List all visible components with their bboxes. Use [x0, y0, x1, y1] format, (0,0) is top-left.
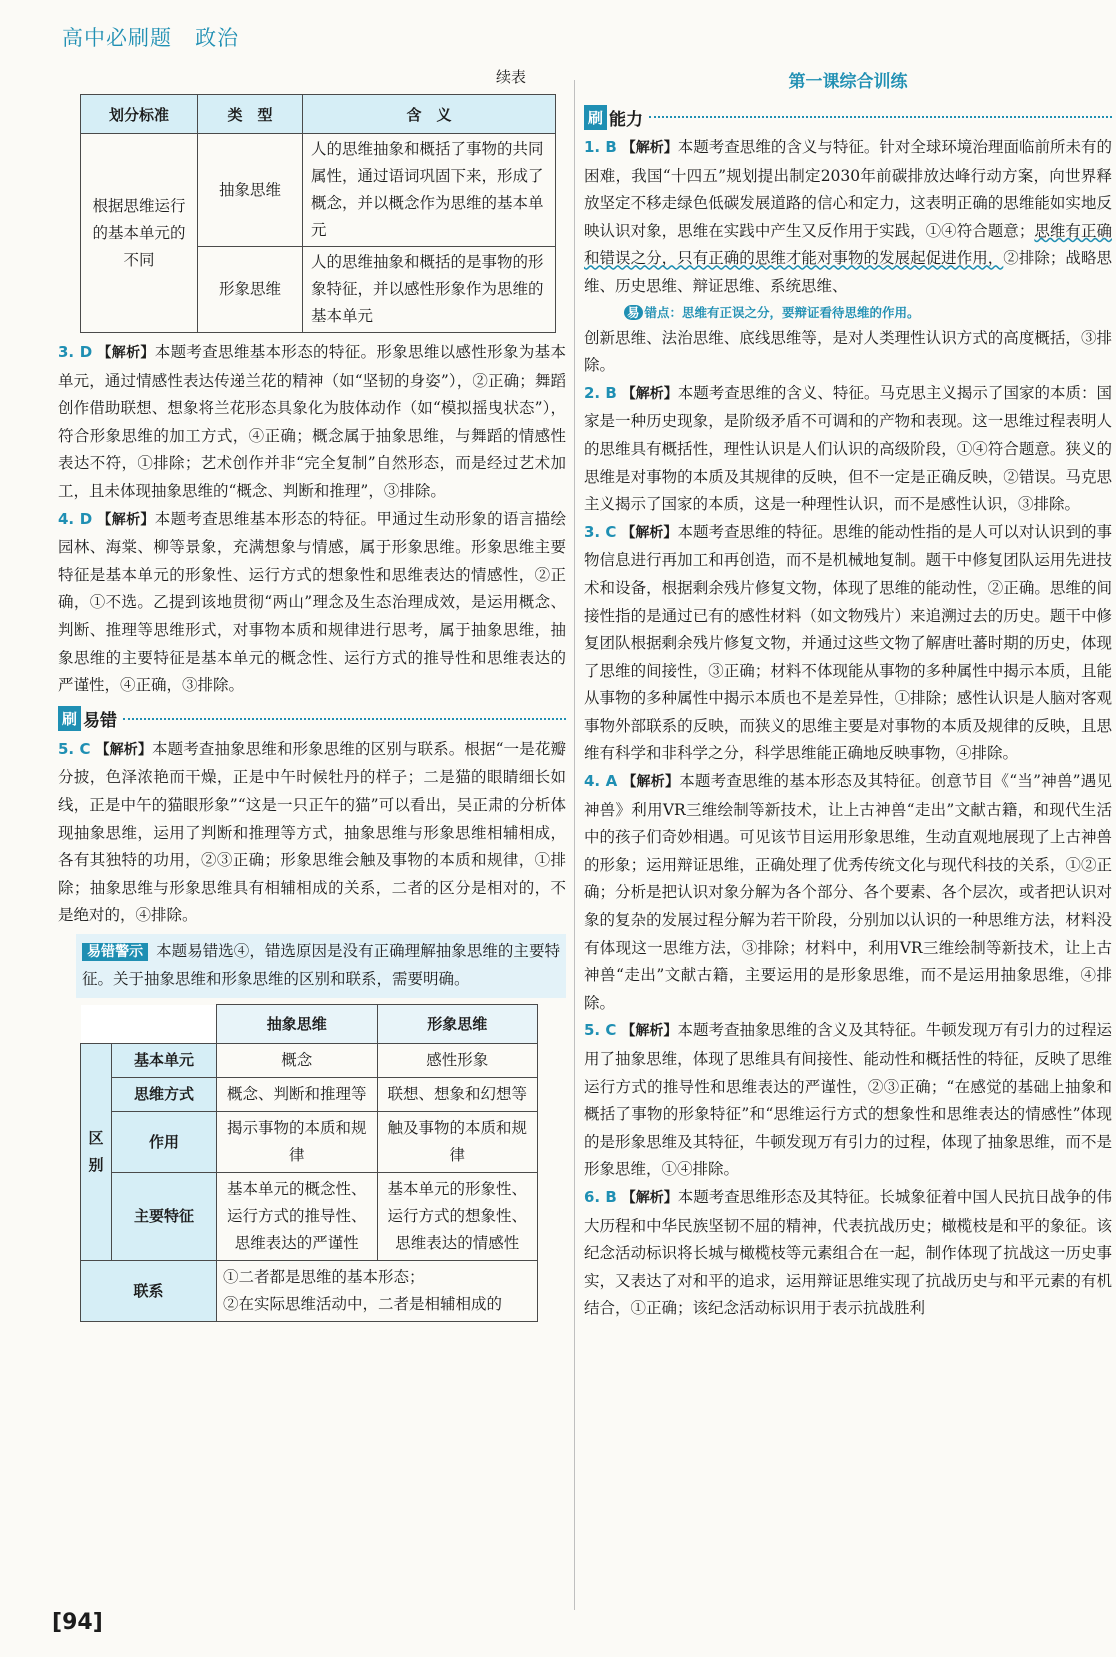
lesson-title: 第一课综合训练 — [788, 72, 908, 92]
answer-text-highlighted: 思维有正确和错误之分，只有正确的思维才能对事物的发展起促进作用， — [584, 221, 1112, 268]
answer-q1-cont — [584, 325, 1112, 380]
answer-q3 — [58, 339, 566, 506]
analysis-tag: 【解析】 — [621, 524, 678, 541]
analysis-tag: 【解析】 — [621, 140, 678, 156]
table-cell-type: 形象思维 — [198, 247, 303, 333]
answer-q4 — [58, 506, 566, 700]
answer-q1 — [584, 134, 1112, 301]
column-divider — [574, 80, 575, 1610]
answer-text: 本题考查思维基本形态的特征。甲通过生动形象的语言描绘园林、海棠、柳等景象，充满想象与情感，属于形象思维。形象思维主要特征是基本单元的形象性、运行方式的想象性和思维表达的情感性，②正确，①不选。乙提到该地贯彻“两山”理念及生态治理成效，是运用概念、判断、推理等思维形式，对事物本质和规律进行思考，属于抽象思维，抽象思维的主要特征是基本单元的概念性、运行方式的推导性和思维表达的严谨性，④正确，③排除。 — [58, 509, 566, 695]
note-text: 错点：思维有正误之分，要辩证看待思维的作用。 — [644, 304, 920, 320]
analysis-tag: 【解析】 — [97, 511, 155, 528]
question-number: 5. C — [584, 1021, 617, 1040]
row-label: 基本单元 — [112, 1044, 217, 1078]
question-number: 3. C — [584, 522, 617, 541]
page-number: [94] — [52, 1610, 103, 1635]
answer-text: 本题考查思维的特征。思维的能动性指的是人可以对认识到的事物信息进行再加工和再创造，而不是机械地复制。题干中修复团队运用先进技术和设备，根据剩余残片修复文物，体现了思维的能动性，②正确。思维的间接性指的是通过已有的感性材料（如文物残片）来追溯过去的历史。题干中修复团队根据剩余残片修复文物，并通过这些文物了解唐吐蕃时期的历史，体现了思维的间接性，③正确；材料不体现能从事物的多种属性中揭示本质，且能从事物的多种属性中揭示本质也不是差异性，①排除；感性认识是人脑对客观事物外部联系的反映，而狭义的思维主要是对事物的本质及规律的反映，且思维有科学和非科学之分，科学思维能正确地反映事物，④排除。 — [584, 522, 1112, 763]
answer-text: ②排除；战略思维、历史思维、辩证思维、系统思维、 — [584, 249, 1112, 295]
right-column — [584, 66, 1112, 1323]
warning-badge: 易错警示 — [82, 943, 148, 961]
table-cell: 概念 — [217, 1044, 378, 1078]
subject-title: 政治 — [195, 26, 240, 50]
page-number-value: 94 — [62, 1610, 93, 1635]
table-cell: 揭示事物的本质和规律 — [217, 1112, 378, 1173]
table-cell: 基本单元的形象性、运行方式的想象性、思维表达的情感性 — [377, 1173, 538, 1261]
answer-text: 本题考查抽象思维和形象思维的区别与联系。根据“一是花瓣分披，色泽浓艳而干燥，正是中午时候牡丹的样子；二是猫的眼睛细长如线，正是中午的猫眼形象”“这是一只正午的猫”可以看出，吴正肃的分析体现抽象思维，运用了判断和推理等方式，抽象思维与形象思维相辅相成，各有其独特的功用，②③正确；形象思维会触及事物的本质和规律，①排除；抽象思维与形象思维具有相辅相成的关系，二者的区分是相对的，不是绝对的，④排除。 — [58, 739, 566, 925]
analysis-tag: 【解析】 — [621, 1189, 678, 1206]
table-header: 类 型 — [198, 95, 303, 134]
table-cell: 概念、判断和推理等 — [217, 1078, 378, 1112]
answer-text: 本题考查思维基本形态的特征。形象思维以感性形象为基本单元，通过情感性表达传递兰花的精神（如“坚韧的身姿”），②正确；舞蹈创作借助联想、想象将兰花形态具象化为肢体动作（如“模拟摇曳状态”），符合形象思维的加工方式，④正确；概念属于抽象思维，与舞蹈的情感性表达不符，①排除；艺术创作并非“完全复制”自然形态，而是经过艺术加工，且未体现抽象思维的“概念、判断和推理”，③排除。 — [58, 343, 566, 500]
row-label: 联系 — [81, 1261, 217, 1322]
table-cell-type: 抽象思维 — [198, 134, 303, 247]
section-label: 易错 — [83, 711, 118, 732]
warning-text: 本题易错选④，错选原因是没有正确理解抽象思维的主要特征。关于抽象思维和形象思维的区别和联系，需要明确。 — [82, 941, 560, 989]
row-label: 主要特征 — [112, 1173, 217, 1261]
question-number: 2. B — [584, 383, 617, 402]
question-number: 5. C — [58, 739, 91, 758]
answer-text: 本题考查抽象思维的含义及其特征。牛顿发现万有引力的过程运用了抽象思维，体现了思维具有间接性、能动性和概括性的特征，反映了思维运行方式的推导性和思维表达的严谨性，②③正确；“在感觉的基础上抽象和概括了事物的形象特征”和“思维运行方式的想象性和思维表达的情感性”体现的是形象思维及其特征，牛顿发现万有引力的过程，体现了抽象思维，而不是形象思维，①④排除。 — [584, 1021, 1112, 1179]
comparison-table — [80, 1004, 538, 1322]
table-header: 划分标准 — [81, 95, 198, 134]
analysis-tag: 【解析】 — [621, 1023, 678, 1040]
answer-q2 — [584, 380, 1112, 519]
question-number: 6. B — [584, 1187, 617, 1206]
analysis-tag: 【解析】 — [622, 774, 680, 791]
answer-q4 — [584, 768, 1112, 1017]
page-header — [62, 22, 1062, 58]
answer-text: 本题考查思维形态及其特征。长城象征着中国人民抗日战争的伟大历程和中华民族坚韧不屈的精神，代表抗战历史；橄榄枝是和平的象征。该纪念活动标识将长城与橄榄枝等元素组合在一起，制作体现了抗战这一历史事实，又表达了对和平的追求，运用辩证思维实现了抗战历史与和平元素的有机结合，①正确；该纪念活动标识用于表示抗战胜利 — [584, 1187, 1112, 1318]
section-badge: 刷 — [584, 105, 607, 130]
table-corner — [81, 1005, 217, 1044]
answer-text: 本题考查思维的含义与特征。针对全球环境治理面临前所未有的困难，我国“十四五”规划提出制定2030年前碳排放达峰行动方案，向世界释放坚定不移走绿色低碳发展道路的信心和定力，这表明正确的思维能如实地反映认识对象，思维在实践中产生又反作用于实践，①④符合题意； — [584, 138, 1112, 240]
dotted-rule — [123, 718, 566, 720]
table-header: 含 义 — [303, 95, 556, 134]
answer-text: 创新思维、法治思维、底线思维等，是对人类理性认识方式的高度概括，③排除。 — [584, 328, 1112, 375]
table-group-label: 区别 — [81, 1044, 112, 1261]
answer-q3 — [584, 519, 1112, 768]
row-label: 作用 — [112, 1112, 217, 1173]
error-warning-box — [76, 934, 566, 998]
section-label: 能力 — [609, 109, 644, 130]
question-number: 4. D — [58, 509, 93, 528]
book-title: 高中必刷题 — [62, 26, 172, 50]
table-cell: 联想、想象和幻想等 — [377, 1078, 538, 1112]
analysis-tag: 【解析】 — [95, 741, 152, 758]
table-cell: 触及事物的本质和规律 — [377, 1112, 538, 1173]
note-badge: 易 — [624, 305, 643, 320]
analysis-tag: 【解析】 — [621, 385, 678, 402]
link-line: ②在实际思维活动中，二者是相辅相成的 — [223, 1295, 503, 1314]
answer-text: 本题考查思维的含义、特征。马克思主义揭示了国家的本质：国家是一种历史现象，是阶级矛盾不可调和的产物和表现。这一思维过程表明人的思维具有概括性，理性认识是人们认识的高级阶段，①④符合题意。狭义的思维是对事物的本质及其规律的反映，但不一定是正确反映，②错误。马克思主义揭示了国家的本质，这是一种理性认识，而不是感性认识，③排除。 — [584, 383, 1112, 514]
table-cell-meaning: 人的思维抽象和概括了事物的共同属性，通过语词巩固下来，形成了概念，并以概念作为思维的基本单元 — [303, 134, 556, 247]
answer-text: 本题考查思维的基本形态及其特征。创意节目《“当”神兽”遇见神兽》利用VR三维绘制等新技术，让上古神兽“走出”文献古籍，和现代生活中的孩子们奇妙相遇。可见该节目运用形象思维，生动直观地展现了上古神兽的形象；运用辩证思维，正确处理了优秀传统文化与现代科技的关系，①②正确；分析是把认识对象分解为各个部分、各个要素、各个层次，或者把认识对象的复杂的发展过程分解为若干阶段，分别加以认识的一种思维方法，材料没有体现这一思维方法，③排除；材料中，利用VR三维绘制等新技术，让上古神兽“走出”文献古籍，主要运用的是形象思维，而不是运用抽象思维，④排除。 — [584, 772, 1113, 1012]
answer-q5 — [584, 1017, 1112, 1184]
table-continued-label: 续表 — [495, 68, 526, 86]
section-badge: 刷 — [58, 706, 81, 731]
table-cell-meaning: 人的思维抽象和概括的是事物的形象特征，并以感性形象作为思维的基本单元 — [303, 247, 556, 333]
row-label: 思维方式 — [112, 1078, 217, 1112]
question-number: 4. A — [584, 772, 618, 791]
answer-q6 — [584, 1184, 1112, 1323]
section-header-ability — [584, 102, 1112, 132]
dotted-rule — [649, 116, 1112, 118]
table-cell-criterion: 根据思维运行的基本单元的不同 — [81, 134, 198, 333]
table-header: 抽象思维 — [217, 1005, 378, 1044]
analysis-tag: 【解析】 — [97, 345, 155, 361]
answer-q5-left — [58, 736, 566, 930]
link-line: ①二者都是思维的基本形态； — [223, 1268, 425, 1287]
thinking-types-table — [80, 94, 556, 333]
section-header-error-prone — [58, 704, 566, 734]
table-cell: 感性形象 — [377, 1044, 538, 1078]
question-number: 3. D — [58, 343, 93, 361]
error-point-note — [584, 301, 1112, 325]
left-column — [58, 66, 566, 1322]
table-cell-link — [217, 1261, 538, 1322]
question-number: 1. B — [584, 138, 617, 156]
table-header: 形象思维 — [377, 1005, 538, 1044]
table-cell: 基本单元的概念性、运行方式的推导性、思维表达的严谨性 — [217, 1173, 378, 1261]
